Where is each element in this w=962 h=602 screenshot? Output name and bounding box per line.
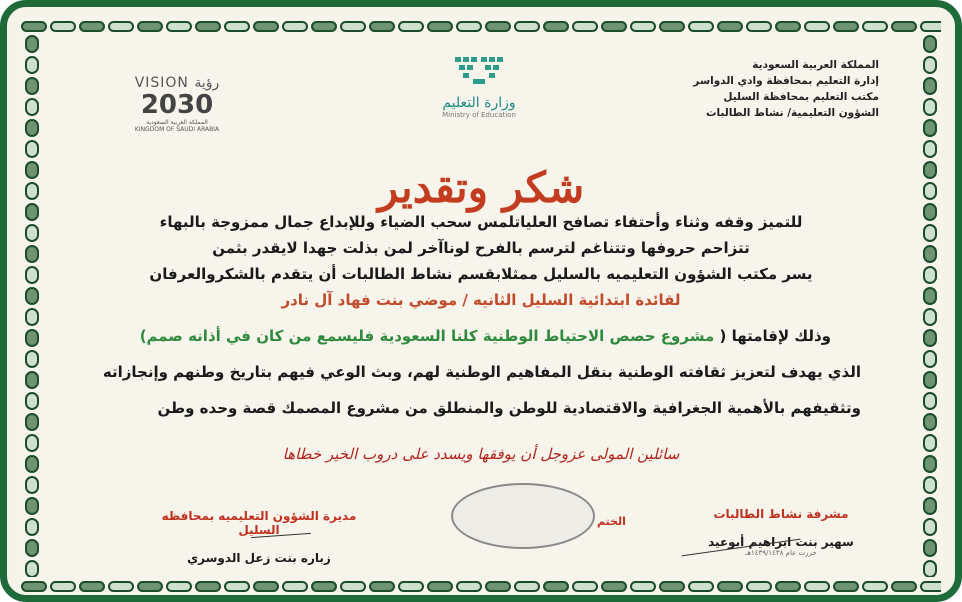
ornament-link bbox=[923, 308, 937, 326]
ornament-link bbox=[311, 21, 337, 32]
ornament-link bbox=[456, 581, 482, 592]
ornament-link bbox=[21, 21, 47, 32]
ornament-link bbox=[630, 21, 656, 32]
ornament-link bbox=[923, 119, 937, 137]
director-name: زباره بنت زعل الدوسري bbox=[187, 551, 331, 565]
ornament-link bbox=[195, 21, 221, 32]
supervisor-name: سهير بنت ابراهيم أبوعيد bbox=[708, 535, 854, 549]
ornament-link bbox=[923, 518, 937, 536]
ornament-link bbox=[108, 21, 134, 32]
director-title: مديرة الشؤون التعليميه بمحافظه السليل bbox=[161, 509, 357, 537]
ornament-link bbox=[398, 581, 424, 592]
ornament-link bbox=[79, 581, 105, 592]
ornament-link bbox=[137, 21, 163, 32]
ministry-logo bbox=[429, 53, 529, 119]
ornament-link bbox=[920, 581, 941, 592]
ornament-link bbox=[804, 581, 830, 592]
signature-supervisor bbox=[681, 507, 881, 557]
ornament-link bbox=[195, 581, 221, 592]
ornament-link bbox=[25, 518, 39, 536]
org-line-3: مكتب التعليم بمحافظة السليل bbox=[723, 91, 879, 103]
vision-kingdom-en: KINGDOM OF SAUDI ARABIA bbox=[134, 126, 220, 133]
ornament-link bbox=[630, 581, 656, 592]
ornament-link bbox=[923, 560, 937, 577]
ornament-link bbox=[282, 581, 308, 592]
official-stamp bbox=[451, 483, 595, 549]
ornament-link bbox=[923, 35, 937, 53]
ornament-link bbox=[572, 21, 598, 32]
ornament-link bbox=[340, 21, 366, 32]
ornament-link bbox=[833, 21, 859, 32]
ornament-link bbox=[224, 21, 250, 32]
ornament-link bbox=[543, 581, 569, 592]
ornament-link bbox=[717, 21, 743, 32]
ornament-link bbox=[21, 581, 47, 592]
ornament-link bbox=[862, 21, 888, 32]
ornament-link bbox=[25, 140, 39, 158]
ornament-link bbox=[108, 581, 134, 592]
ornament-link bbox=[746, 21, 772, 32]
ornament-link bbox=[25, 35, 39, 53]
reason-prefix: وذلك لإقامتها ( bbox=[719, 327, 831, 345]
ornament-link bbox=[485, 21, 511, 32]
ornament-link bbox=[25, 392, 39, 410]
body-line-2: تتزاحم حروفها وتتناغم لترسم بالفرح لوناآخر لمن بذلت جهدا لايقدر بثمن bbox=[212, 239, 750, 257]
stamp-label: الختم bbox=[597, 515, 626, 528]
ornament-link bbox=[601, 581, 627, 592]
recipient-line: لقائدة ابتدائية السليل الثانيه / موضي بنت فهاد آل نادر bbox=[281, 291, 681, 309]
ornament-link bbox=[398, 21, 424, 32]
ornament-link bbox=[923, 56, 937, 74]
vision-2030-logo bbox=[117, 75, 237, 133]
ornament-link bbox=[923, 329, 937, 347]
ornament-link bbox=[253, 581, 279, 592]
supervisor-title: مشرفة نشاط الطالبات bbox=[713, 507, 849, 521]
ornament-link bbox=[601, 21, 627, 32]
ornament-link bbox=[923, 287, 937, 305]
ornament-link bbox=[25, 476, 39, 494]
ornament-link bbox=[340, 581, 366, 592]
ornament-link bbox=[923, 350, 937, 368]
certificate-paper bbox=[21, 17, 941, 595]
ornament-link bbox=[923, 371, 937, 389]
reason-line bbox=[131, 327, 831, 345]
ornament-link bbox=[775, 581, 801, 592]
ornament-link bbox=[891, 581, 917, 592]
org-line-1: المملكة العربية السعودية bbox=[752, 59, 879, 71]
ornament-link bbox=[25, 497, 39, 515]
ornament-link bbox=[25, 245, 39, 263]
ornament-link bbox=[717, 581, 743, 592]
ornament-link bbox=[833, 581, 859, 592]
ornament-link bbox=[25, 560, 39, 577]
ornament-link bbox=[25, 371, 39, 389]
ornament-link bbox=[514, 581, 540, 592]
body-line-3: يسر مكتب الشؤون التعليميه بالسليل ممثلابقسم نشاط الطالبات أن يتقدم بالشكروالعرفان bbox=[149, 265, 813, 283]
ornament-link bbox=[224, 581, 250, 592]
ornament-link bbox=[137, 581, 163, 592]
ornament-link bbox=[923, 245, 937, 263]
ornament-link bbox=[920, 21, 941, 32]
ornament-border-top bbox=[21, 17, 941, 35]
ornament-link bbox=[923, 392, 937, 410]
ornament-link bbox=[543, 21, 569, 32]
ornament-link bbox=[923, 413, 937, 431]
ornament-link bbox=[923, 77, 937, 95]
ornament-link bbox=[25, 266, 39, 284]
vision-kingdom-ar: المملكة العربية السعودية bbox=[146, 119, 208, 126]
ornament-link bbox=[369, 21, 395, 32]
ornament-link bbox=[746, 581, 772, 592]
ministry-logo-icon bbox=[449, 53, 509, 89]
ornament-link bbox=[25, 98, 39, 116]
project-name: مشروع حصص الاحتياط الوطنية كلنا السعودية فليسمع من كان في أذانه صمم) bbox=[139, 327, 715, 345]
ornament-link bbox=[804, 21, 830, 32]
ornament-link bbox=[688, 581, 714, 592]
ornament-link bbox=[50, 581, 76, 592]
ornament-link bbox=[923, 98, 937, 116]
ornament-border-right bbox=[919, 35, 941, 577]
ministry-name-ar: وزارة التعليم bbox=[442, 95, 516, 111]
ornament-link bbox=[456, 21, 482, 32]
ornament-link bbox=[427, 581, 453, 592]
ornament-link bbox=[862, 581, 888, 592]
ornament-link bbox=[25, 350, 39, 368]
ornament-link bbox=[166, 581, 192, 592]
ornament-link bbox=[369, 581, 395, 592]
ornament-link bbox=[923, 224, 937, 242]
vision-year: 2030 bbox=[140, 90, 214, 120]
ornament-link bbox=[427, 21, 453, 32]
ornament-link bbox=[79, 21, 105, 32]
goal-line-2: وتثقيفهم بالأهمية الجغرافية والاقتصادية للوطن والمنطلق من مشروع المصمك قصة وحده وطن bbox=[157, 399, 861, 417]
ornament-link bbox=[659, 581, 685, 592]
ornament-link bbox=[25, 224, 39, 242]
ornament-link bbox=[25, 539, 39, 557]
ornament-link bbox=[659, 21, 685, 32]
supervisor-date-note: حررت عام ١٤٣٩/١٤٣٨هـ bbox=[745, 549, 817, 557]
ornament-link bbox=[25, 56, 39, 74]
ornament-link bbox=[923, 140, 937, 158]
org-line-4: الشؤون التعليمية/ نشاط الطالبات bbox=[705, 107, 879, 119]
ornament-link bbox=[923, 476, 937, 494]
ornament-link bbox=[25, 77, 39, 95]
ornament-link bbox=[923, 539, 937, 557]
ornament-link bbox=[253, 21, 279, 32]
ornament-link bbox=[891, 21, 917, 32]
ministry-name-en: Ministry of Education bbox=[442, 111, 516, 119]
ornament-link bbox=[311, 581, 337, 592]
ornament-link bbox=[514, 21, 540, 32]
ornament-link bbox=[25, 308, 39, 326]
body-line-1: للتميز وقفه وثناء وأحتفاء تصافح العلياتلمس سحب الضياء وللإبداع جمال ممزوجة بالبهاء bbox=[159, 213, 803, 231]
ornament-link bbox=[923, 266, 937, 284]
ornament-link bbox=[688, 21, 714, 32]
ornament-link bbox=[25, 287, 39, 305]
vision-label: VISION رؤية bbox=[134, 75, 220, 91]
ornament-link bbox=[25, 329, 39, 347]
ornament-link bbox=[50, 21, 76, 32]
ornament-link bbox=[485, 581, 511, 592]
org-header bbox=[679, 57, 879, 121]
ornament-border-bottom bbox=[21, 577, 941, 595]
prayer-line: سائلين المولى عزوجل أن يوفقها ويسدد على دروب الخير خطاها bbox=[282, 445, 680, 463]
org-line-2: إدارة التعليم بمحافظة وادي الدواسر bbox=[693, 75, 879, 87]
ornament-link bbox=[775, 21, 801, 32]
ornament-link bbox=[923, 497, 937, 515]
ornament-link bbox=[572, 581, 598, 592]
ornament-link bbox=[282, 21, 308, 32]
ornament-border-left bbox=[21, 35, 43, 577]
ornament-link bbox=[25, 413, 39, 431]
goal-line-1: الذي يهدف لتعزيز ثقافته الوطنية بنقل المفاهيم الوطنية لهم، وبث الوعي فيهم بتاريخ وطنهم وإنجازاته bbox=[102, 363, 861, 381]
certificate-title: شكر وتقدير bbox=[377, 163, 585, 212]
ornament-link bbox=[25, 119, 39, 137]
ornament-link bbox=[166, 21, 192, 32]
